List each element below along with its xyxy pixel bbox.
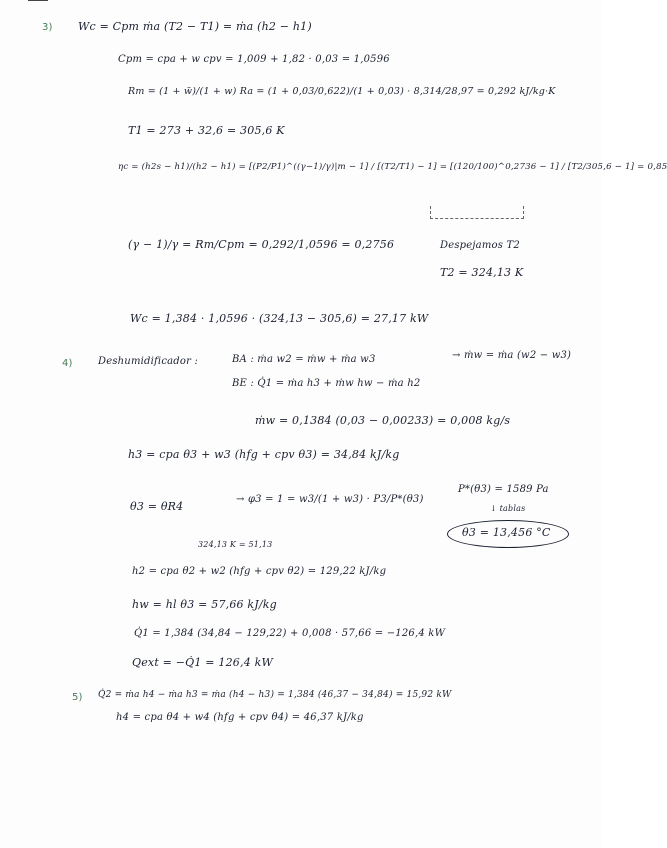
mass-balance-equation: BA : ṁa w2 = ṁw + ṁa w3 [232, 354, 376, 365]
cpm-equation: Cpm = cpa + w cpv = 1,009 + 1,82 · 0,03 = 1,0596 [118, 54, 390, 65]
temperature-conversion-note: 324,13 K = 51,13 [198, 540, 273, 549]
h2-equation: h2 = cpa θ2 + w2 (hfg + cpv θ2) = 129,22 kJ/kg [132, 566, 387, 577]
relative-humidity-equation: → φ3 = 1 = w3/(1 + w3) · P3/P*(θ3) [236, 494, 424, 505]
heat-q2-equation: Q̇2 = ṁa h4 − ṁa h3 = ṁa (h4 − h3) = 1,384 (46,37 − 34,84) = 15,92 kW [98, 690, 452, 700]
saturation-pressure-value: P*(θ3) = 1589 Pa [458, 484, 549, 495]
section-5-number: 5) [72, 692, 83, 703]
h3-equation: h3 = cpa θ3 + w3 (hfg + cpv θ3) = 34,84 kJ/kg [128, 448, 400, 461]
dehumidifier-heading: Deshumidificador : [98, 356, 199, 367]
t2-result: T2 = 324,13 K [440, 266, 524, 279]
t1-equation: T1 = 273 + 32,6 = 305,6 K [128, 124, 285, 137]
top-edge-mark [28, 0, 48, 1]
heat-q1-equation: Q̇1 = 1,384 (34,84 − 129,22) + 0,008 · 57,66 = −126,4 kW [134, 628, 446, 639]
solve-for-t2-note: Despejamos T2 [440, 240, 520, 251]
efficiency-equation: ηc = (h2s − h1)/(h2 − h1) = [(P2/P1)^((γ−1)/γ)|m − 1] / [(T2/T1) − 1] = [(120/100)^0,2736 − 1] / [T2/305,6 − 1] = 0,85 [118, 162, 667, 172]
tables-note: ↓ tablas [490, 504, 526, 513]
rm-equation: Rm = (1 + w̃)/(1 + w) Ra = (1 + 0,03/0,622)/(1 + 0,03) · 8,314/28,97 = 0,292 kJ/kg·K [128, 86, 556, 97]
hw-equation: hw = hl θ3 = 57,66 kJ/kg [132, 598, 277, 611]
section-3-number: 3) [42, 22, 53, 33]
water-mass-flow-expression: → ṁw = ṁa (w2 − w3) [452, 350, 572, 361]
compressor-work-result: Wc = 1,384 · 1,0596 · (324,13 − 305,6) = 27,17 kW [130, 312, 429, 325]
h4-equation: h4 = cpa θ4 + w4 (hfg + cpv θ4) = 46,37 kJ/kg [116, 712, 364, 723]
compressor-work-equation: Wc = Cpm ṁa (T2 − T1) = ṁa (h2 − h1) [78, 20, 312, 33]
theta3-equation: θ3 = θR4 [130, 500, 184, 513]
energy-balance-equation: BE : Q̇1 = ṁa h3 + ṁw hw − ṁa h2 [232, 378, 421, 389]
gamma-ratio-equation: (γ − 1)/γ = Rm/Cpm = 0,292/1,0596 = 0,2756 [128, 238, 395, 251]
water-mass-flow-result: ṁw = 0,1384 (0,03 − 0,00233) = 0,008 kg/s [255, 414, 511, 427]
heat-qext-equation: Qext = −Q̇1 = 126,4 kW [132, 656, 273, 669]
section-4-number: 4) [62, 358, 73, 369]
theta3-result: θ3 = 13,456 °C [462, 526, 551, 539]
solve-bracket [430, 206, 524, 219]
